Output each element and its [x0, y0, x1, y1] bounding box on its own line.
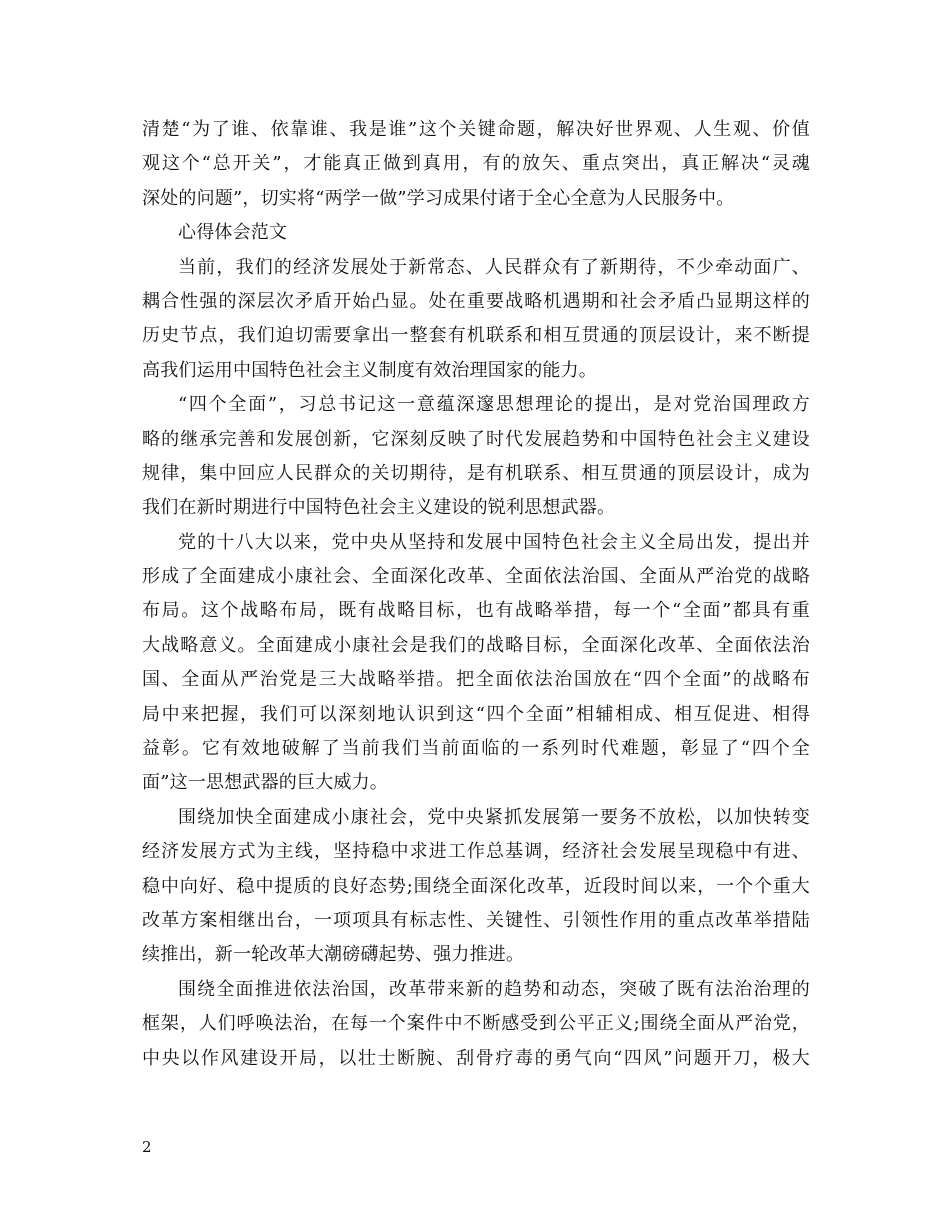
document-body — [142, 113, 810, 1076]
text-line: 经济发展方式为主线，坚持稳中求进工作总基调，经济社会发展呈现稳中有进、 — [142, 841, 810, 863]
text-line: 形成了全面建成小康社会、全面深化改革、全面依法治国、全面从严治党的战略 — [142, 566, 810, 588]
text-line: 布局。这个战略布局，既有战略目标，也有战略举措，每一个“全面”都具有重 — [142, 600, 810, 622]
text-line: 当前，我们的经济发展处于新常态、人民群众有了新期待，不少牵动面广、 — [178, 256, 810, 278]
text-line: 深处的问题”，切实将“两学一做”学习成果付诸于全心全意为人民服务中。 — [142, 187, 735, 209]
text-line: 规律，集中回应人民群众的关切期待，是有机联系、相互贯通的顶层设计，成为 — [142, 462, 810, 484]
text-line: 改革方案相继出台，一项项具有标志性、关键性、引领性作用的重点改革举措陆 — [142, 909, 810, 931]
text-line: 耦合性强的深层次矛盾开始凸显。处在重要战略机遇期和社会矛盾凸显期这样的 — [142, 290, 810, 312]
text-line: 稳中向好、稳中提质的良好态势;围绕全面深化改革，近段时间以来，一个个重大 — [142, 875, 810, 897]
text-line: 清楚“为了谁、依靠谁、我是谁”这个关键命题，解决好世界观、人生观、价值 — [142, 119, 810, 140]
text-line: 国、全面从严治党是三大战略举措。把全面依法治国放在“四个全面”的战略布 — [142, 669, 810, 691]
text-line: 框架，人们呼唤法治，在每一个案件中不断感受到公平正义;围绕全面从严治党， — [142, 1013, 810, 1035]
text-line: 心得体会范文 — [178, 222, 288, 244]
text-line: 中央以作风建设开局，以壮士断腕、刮骨疗毒的勇气向“四风”问题开刀，极大 — [142, 1047, 810, 1069]
text-line: 略的继承完善和发展创新，它深刻反映了时代发展趋势和中国特色社会主义建设 — [142, 428, 810, 450]
page-number: 2 — [142, 1138, 152, 1156]
text-line: “四个全面”，习总书记这一意蕴深邃思想理论的提出，是对党治国理政方 — [178, 394, 810, 416]
text-line: 观这个“总开关”，才能真正做到真用，有的放矢、重点突出，真正解决“灵魂 — [142, 153, 810, 175]
text-line: 党的十八大以来，党中央从坚持和发展中国特色社会主义全局出发，提出并 — [178, 531, 810, 553]
text-line: 历史节点，我们迫切需要拿出一整套有机联系和相互贯通的顶层设计，来不断提 — [142, 325, 810, 347]
text-line: 局中来把握，我们可以深刻地认识到这“四个全面”相辅相成、相互促进、相得 — [142, 703, 810, 725]
text-line: 高我们运用中国特色社会主义制度有效治理国家的能力。 — [142, 359, 597, 381]
text-line: 我们在新时期进行中国特色社会主义建设的锐利思想武器。 — [142, 497, 616, 519]
text-line: 益彰。它有效地破解了当前我们当前面临的一系列时代难题，彰显了“四个全 — [142, 738, 810, 760]
text-line: 面”这一思想武器的巨大威力。 — [142, 772, 389, 794]
text-line: 围绕全面推进依法治国，改革带来新的趋势和动态，突破了既有法治治理的 — [178, 978, 810, 1000]
text-line: 续推出，新一轮改革大潮磅礴起势、强力推进。 — [142, 944, 525, 966]
text-line: 大战略意义。全面建成小康社会是我们的战略目标，全面深化改革、全面依法治 — [142, 634, 810, 656]
text-line: 围绕加快全面建成小康社会，党中央紧抓发展第一要务不放松，以加快转变 — [178, 806, 810, 828]
